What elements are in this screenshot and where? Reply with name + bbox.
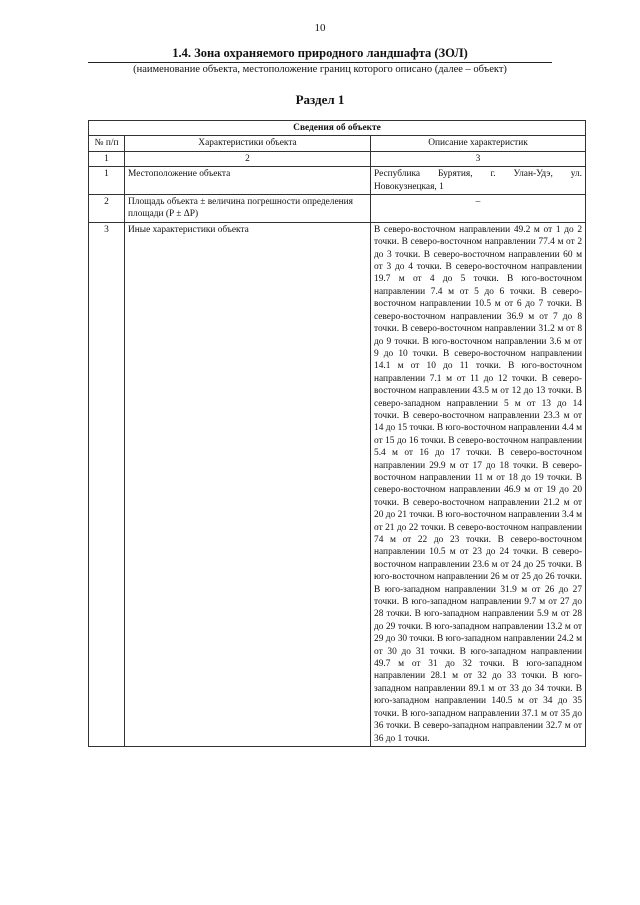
row-description: Республика Бурятия, г. Улан-Удэ, ул. Новокузнецкая, 1 [371,167,586,195]
row-characteristic: Площадь объекта ± величина погрешности определения площади (P ± ΔP) [125,195,371,223]
table-caption: Сведения об объекте [89,121,586,136]
table-row [89,222,586,746]
title-underline [88,62,552,63]
table-row [89,167,586,195]
row-number: 2 [89,195,125,223]
index-cell: 3 [371,151,586,166]
header-num: № п/п [89,136,125,151]
row-characteristic: Иные характеристики объекта [125,222,371,746]
index-cell: 2 [125,151,371,166]
row-characteristic: Местоположение объекта [125,167,371,195]
index-cell: 1 [89,151,125,166]
page-number: 10 [314,22,326,34]
row-number: 1 [89,167,125,195]
section-heading: Раздел 1 [295,92,345,107]
row-description: – [371,195,586,223]
table-row [89,195,586,223]
object-info-table [88,120,586,747]
document-subtitle: (наименование объекта, местоположение границ которого описано (далее – объект) [133,64,507,75]
row-description: В северо-восточном направлении 49.2 м от 1 до 2 точки. В северо-восточном направлении 77.4 м от 2 до 3 точки. В северо-восточном направлении 60 м от 3 до 4 точки. В северо-восточном направлении 19.7 м от 4 до 5 точки. В юго-восточном направлении 7.4 м от 5 до 6 точки. В северо-восточном направлении 10.5 м от 6 до 7 точки. В северо-восточном направлении 36.9 м от 7 до 8 точки. В северо-восточном направлении 31.2 м от 8 до 9 точки. В юго-восточном направлении 3.6 м от 9 до 10 точки. В северо-восточном направлении 14.1 м от 10 до 11 точки. В юго-восточном направлении 7.1 м от 11 до 12 точки. В северо-восточном направлении 43.5 м от 12 до 13 точки. В северо-западном направлении 5 м от 13 до 14 точки. В северо-восточном направлении 23.3 м от 14 до 15 точки. В юго-восточном направлении 4.4 м от 15 до 16 точки. В северо-восточном направлении 5.4 м от 16 до 17 точки. В северо-восточном направлении 29.9 м от 17 до 18 точки. В северо-восточном направлении 11 м от 18 до 19 точки. В северо-восточном направлении 46.9 м от 19 до 20 точки. В северо-восточном направлении 21.2 м от 20 до 21 точки. В юго-восточном направлении 3.4 м от 21 до 22 точки. В северо-восточном направлении 74 м от 22 до 23 точки. В северо-восточном направлении 10.5 м от 23 до 24 точки. В северо-восточном направлении 23.6 м от 24 до 25 точки. В юго-восточном направлении 26 м от 25 до 26 точки. В юго-западном направлении 31.9 м от 26 до 27 точки. В юго-западном направлении 9.7 м от 27 до 28 точки. В юго-западном направлении 5.9 м от 28 до 29 точки. В юго-западном направлении 13.2 м от 29 до 30 точки. В юго-западном направлении 24.2 м от 30 до 31 точки. В юго-западном направлении 49.7 м от 31 до 32 точки. В юго-западном направлении 28.1 м от 32 до 33 точки. В юго-западном направлении 89.1 м от 33 до 34 точки. В юго-западном направлении 140.5 м от 34 до 35 точки. В юго-западном направлении 37.1 м от 35 до 36 точки. В северо-западном направлении 32.7 м от 36 до 1 точки. [371,222,586,746]
row-number: 3 [89,222,125,746]
header-characteristic: Характеристики объекта [125,136,371,151]
table-index-row [89,151,586,166]
document-title: 1.4. Зона охраняемого природного ландшафта (ЗОЛ) [172,46,468,60]
header-description: Описание характеристик [371,136,586,151]
table-header-row [89,136,586,151]
table-caption-row [89,121,586,136]
